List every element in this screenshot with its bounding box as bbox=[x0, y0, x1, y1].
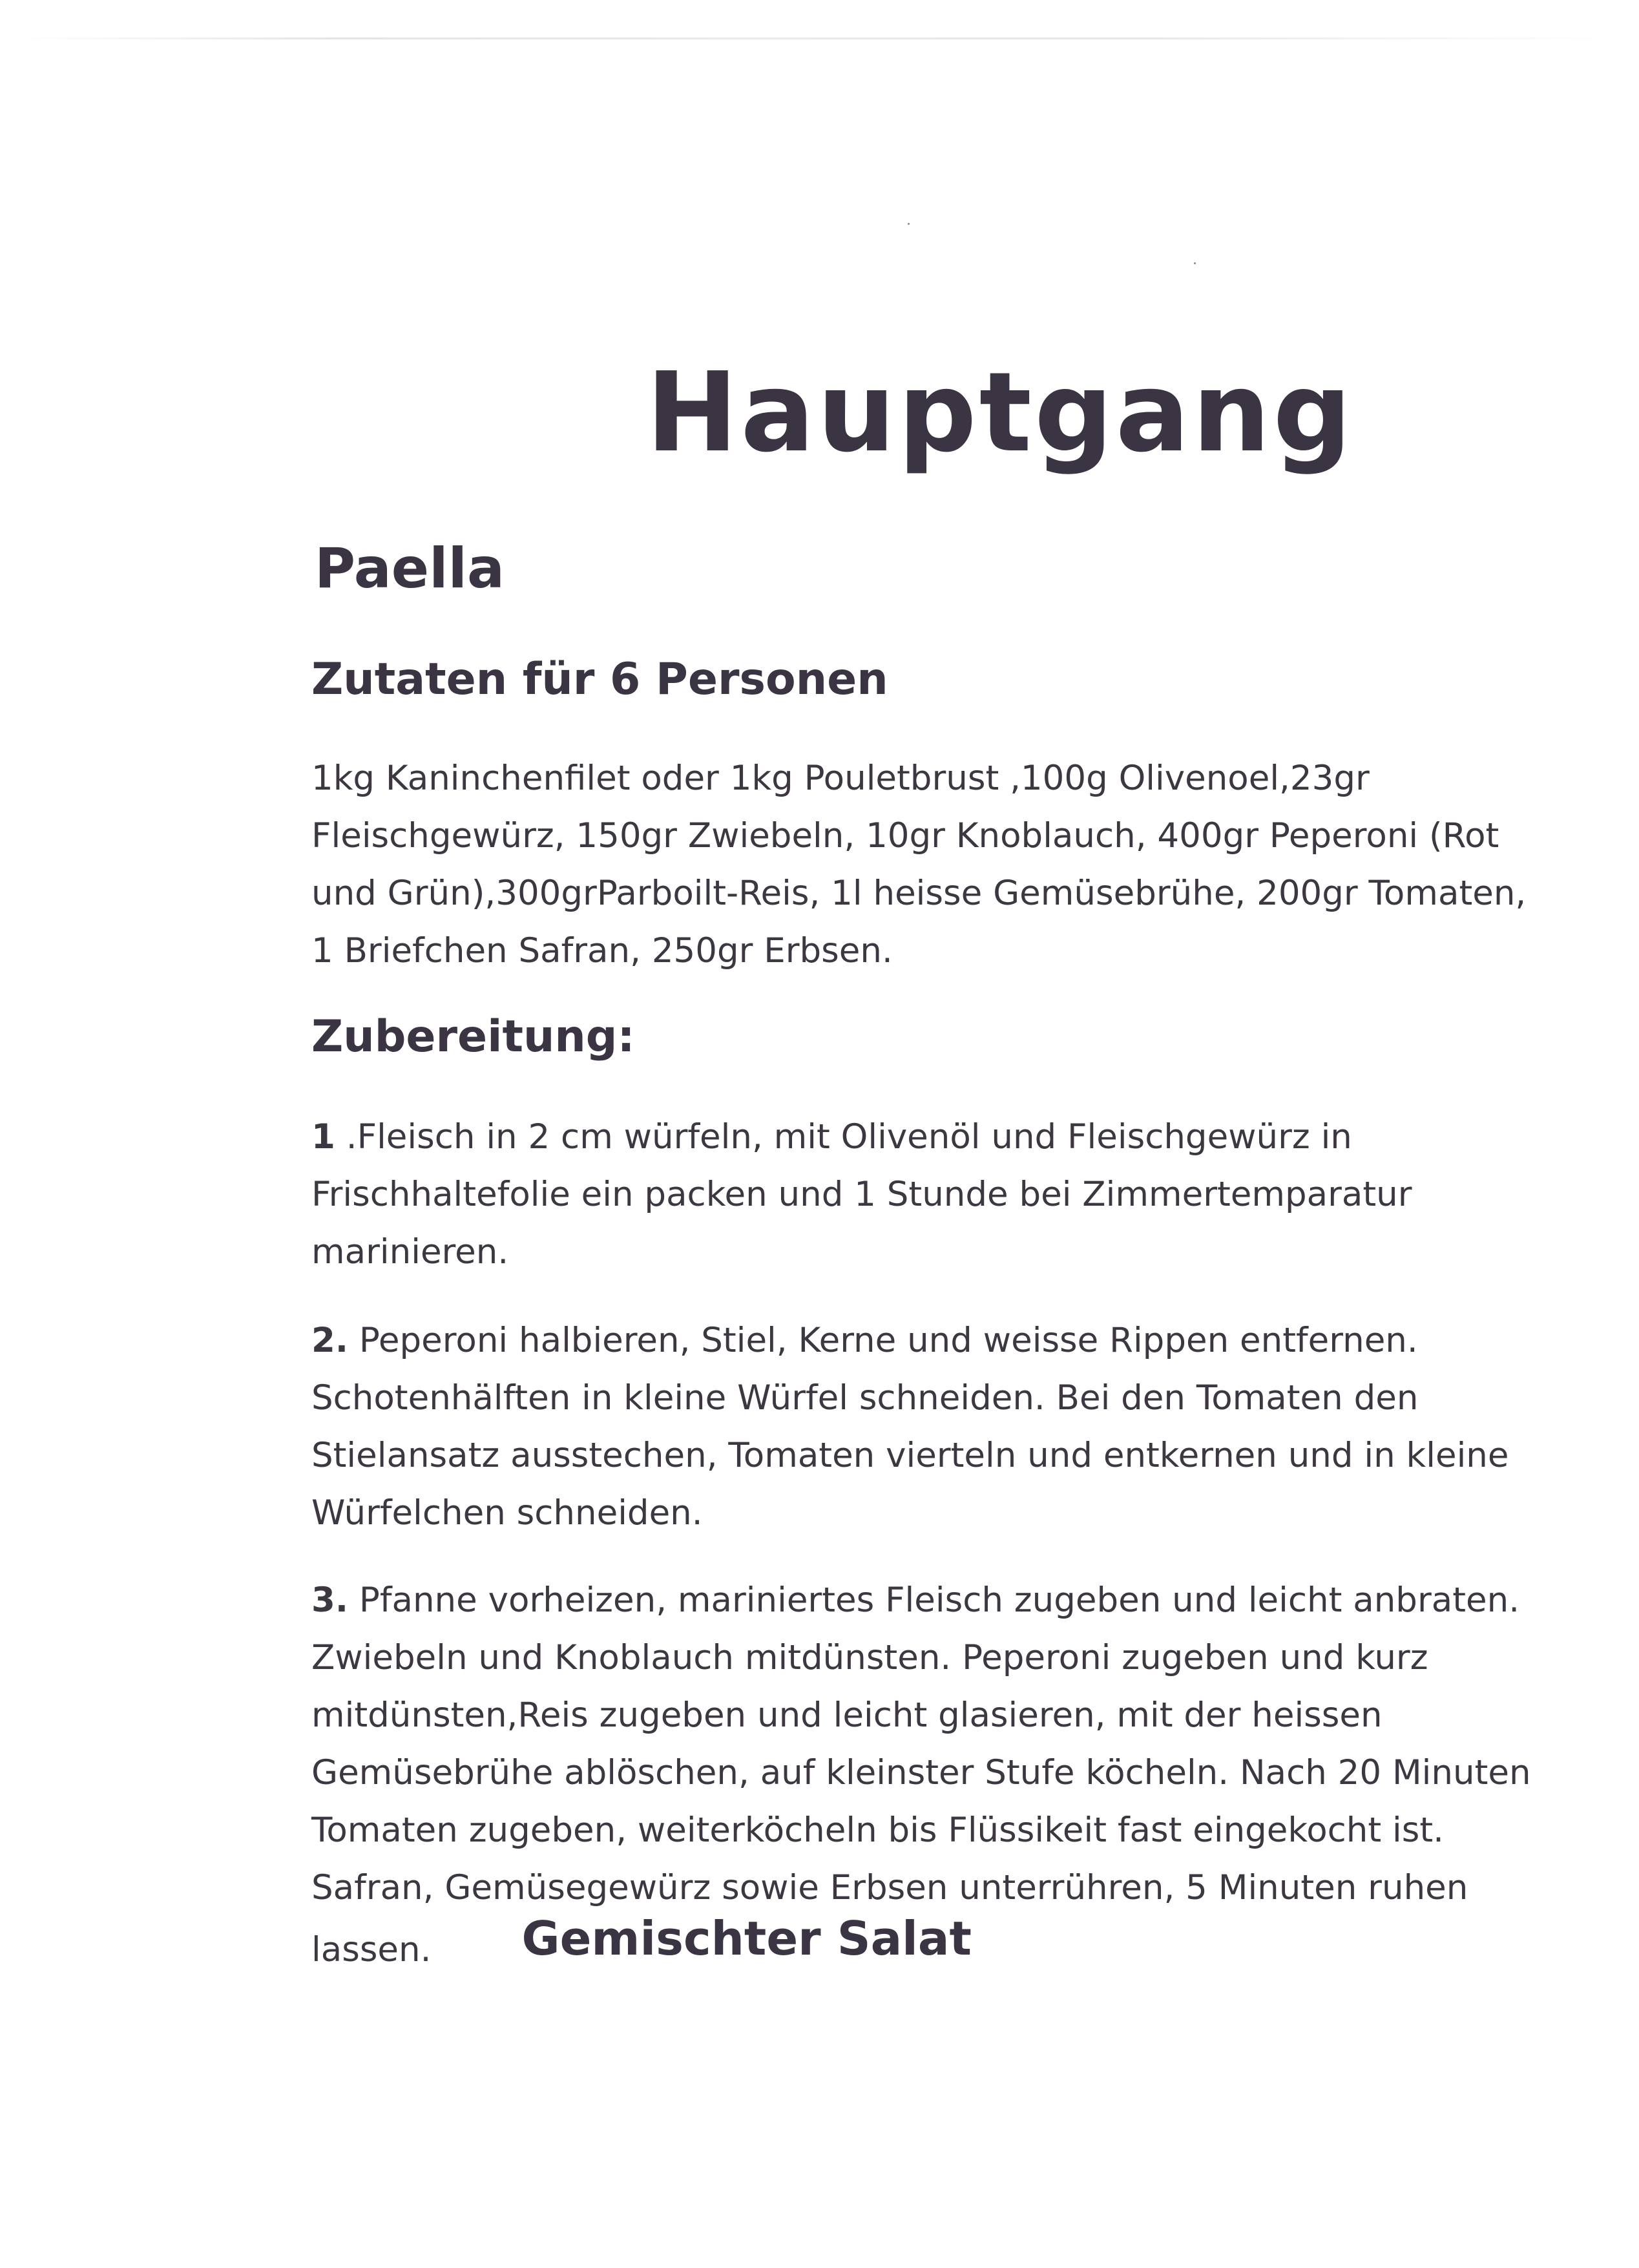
step-last-line bbox=[311, 1911, 1539, 1979]
step-line: Würfelchen schneiden. bbox=[311, 1493, 703, 1533]
step-text: Pfanne vorheizen, mariniertes Fleisch zugeben und leicht anbraten. bbox=[348, 1580, 1520, 1620]
step-first-line bbox=[311, 1571, 1539, 1629]
step-1 bbox=[311, 1108, 1539, 1281]
step-3 bbox=[311, 1571, 1539, 1979]
next-section-heading: Gemischter Salat bbox=[521, 1911, 972, 1966]
step-first-line bbox=[311, 1108, 1539, 1166]
ingredients-text bbox=[311, 750, 1539, 980]
step-text: .Fleisch in 2 cm würfeln, mit Olivenöl und Fleischgewürz in bbox=[335, 1117, 1352, 1157]
step-line: Schotenhälften in kleine Würfel schneiden. Bei den Tomaten den bbox=[311, 1378, 1419, 1418]
scan-speck bbox=[908, 223, 910, 225]
page-title: Hauptgang bbox=[646, 349, 1355, 477]
step-line: mitdünsten,Reis zugeben und leicht glasieren, mit der heissen bbox=[311, 1696, 1383, 1735]
step-line: Stielansatz ausstechen, Tomaten vierteln und entkernen und in kleine bbox=[311, 1436, 1509, 1475]
step-first-line bbox=[311, 1312, 1539, 1369]
dish-title: Paella bbox=[315, 536, 505, 601]
ingredients-line: 1 Briefchen Safran, 250gr Erbsen. bbox=[311, 931, 893, 971]
step-line: Gemüsebrühe ablöschen, auf kleinster Stufe köcheln. Nach 20 Minuten bbox=[311, 1753, 1531, 1792]
step-line: Zwiebeln und Knoblauch mitdünsten. Peperoni zugeben und kurz bbox=[311, 1638, 1428, 1677]
step-line: Safran, Gemüsegewürz sowie Erbsen unterrühren, 5 Minuten ruhen bbox=[311, 1868, 1468, 1907]
ingredients-line: Fleischgewürz, 150gr Zwiebeln, 10gr Knoblauch, 400gr Peperoni (Rot bbox=[311, 816, 1499, 856]
scan-edge-line bbox=[13, 37, 1625, 39]
ingredients-line: und Grün),300grParboilt-Reis, 1l heisse Gemüsebrühe, 200gr Tomaten, bbox=[311, 874, 1527, 913]
step-line: Tomaten zugeben, weiterköcheln bis Flüssikeit fast eingekocht ist. bbox=[311, 1811, 1444, 1850]
step-number: 2. bbox=[311, 1321, 349, 1360]
preparation-heading: Zubereitung: bbox=[311, 1011, 635, 1062]
step-text: lassen. bbox=[311, 1930, 432, 1969]
scan-speck bbox=[1194, 262, 1196, 264]
step-line: Frischhaltefolie ein packen und 1 Stunde bei Zimmertemparatur bbox=[311, 1175, 1412, 1214]
step-number: 3. bbox=[311, 1580, 349, 1620]
ingredients-heading: Zutaten für 6 Personen bbox=[311, 654, 888, 705]
ingredients-line: 1kg Kaninchenfilet oder 1kg Pouletbrust ,100g Olivenoel,23gr bbox=[311, 759, 1370, 798]
step-text: Peperoni halbieren, Stiel, Kerne und weisse Rippen entfernen. bbox=[348, 1321, 1418, 1360]
step-2 bbox=[311, 1312, 1539, 1542]
step-line: marinieren. bbox=[311, 1232, 509, 1272]
step-number: 1 bbox=[311, 1117, 335, 1157]
